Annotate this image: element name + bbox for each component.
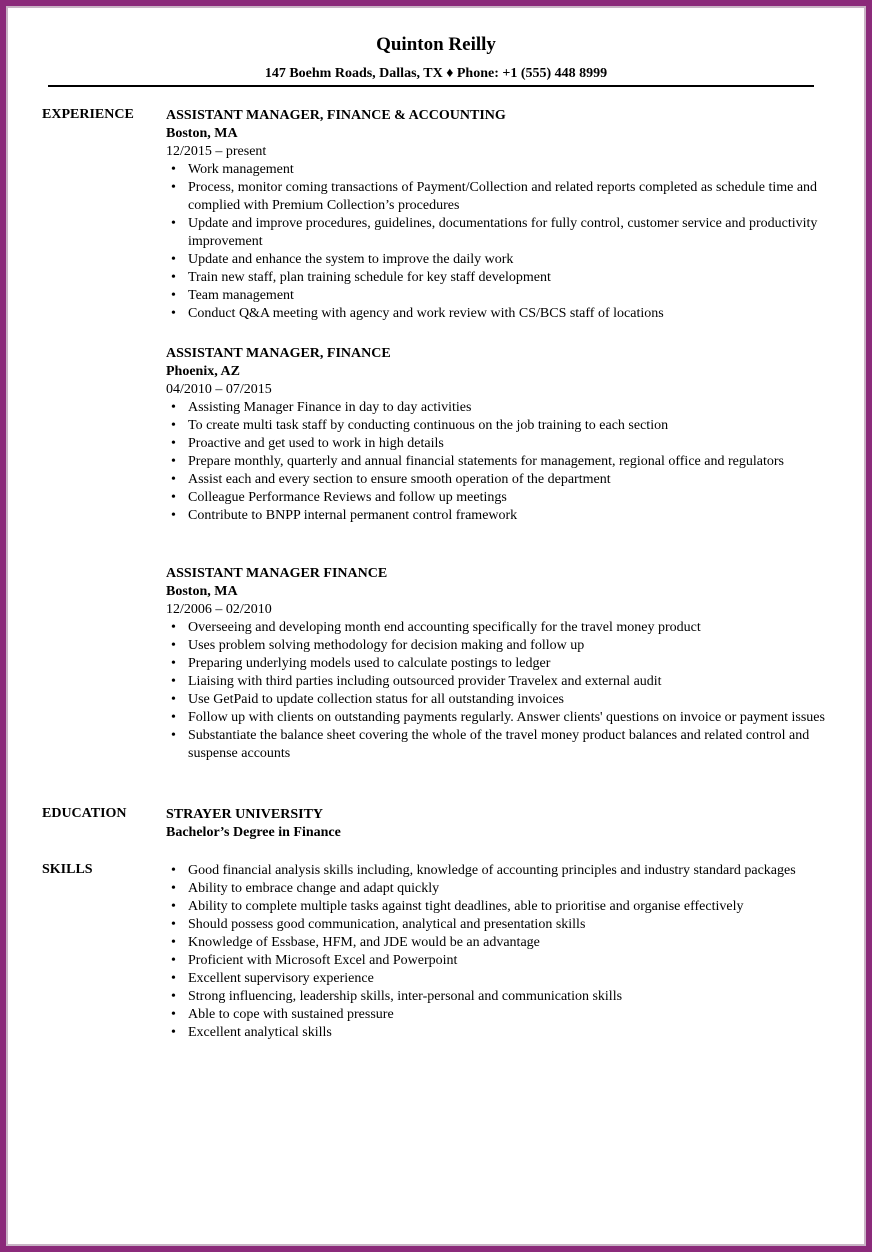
list-item: • Prepare monthly, quarterly and annual financial statements for management, regional office and regulators [188,453,826,471]
job-dates: 12/2006 – 02/2010 [166,602,272,617]
job-location: Boston, MA [166,584,238,599]
degree: Bachelor’s Degree in Finance [166,825,341,840]
job-location: Boston, MA [166,126,238,141]
list-item: • Update and improve procedures, guidelines, documentations for fully control, customer service and productivity improvement [188,215,826,251]
job-entry [166,345,826,525]
list-item: • Good financial analysis skills including, knowledge of accounting principles and industry standard packages [188,862,826,880]
experience-heading: EXPERIENCE [42,107,134,122]
contact-line: 147 Boehm Roads, Dallas, TX ♦ Phone: +1 (555) 448 8999 [264,66,608,81]
skills-entry [166,862,826,1042]
skills-list [166,862,826,1042]
job-dates: 04/2010 – 07/2015 [166,382,272,397]
page-frame [6,6,866,1246]
job-bullets [166,619,826,763]
list-item: • Assist each and every section to ensure smooth operation of the department [188,471,826,489]
list-item: • Proactive and get used to work in high details [188,435,826,453]
list-item: • Knowledge of Essbase, HFM, and JDE would be an advantage [188,934,826,952]
list-item: • Assisting Manager Finance in day to day activities [188,399,826,417]
school-name: STRAYER UNIVERSITY [166,807,324,822]
job-entry [166,107,826,323]
list-item: • Ability to embrace change and adapt quickly [188,880,826,898]
list-item: • To create multi task staff by conducting continuous on the job training to each section [188,417,826,435]
job-bullets [166,399,826,525]
job-location: Phoenix, AZ [166,364,240,379]
skills-heading: SKILLS [42,862,93,877]
list-item: • Overseeing and developing month end accounting specifically for the travel money product [188,619,826,637]
list-item: • Preparing underlying models used to calculate postings to ledger [188,655,826,673]
list-item: • Excellent supervisory experience [188,970,826,988]
job-entry [166,565,826,763]
list-item: • Use GetPaid to update collection status for all outstanding invoices [188,691,826,709]
list-item: • Uses problem solving methodology for decision making and follow up [188,637,826,655]
list-item: • Contribute to BNPP internal permanent control framework [188,507,826,525]
list-item: • Liaising with third parties including outsourced provider Travelex and external audit [188,673,826,691]
job-dates: 12/2015 – present [166,144,267,159]
job-bullets [166,161,826,323]
list-item: • Conduct Q&A meeting with agency and work review with CS/BCS staff of locations [188,305,826,323]
resume-page [8,8,864,1244]
education-entry [166,806,826,842]
list-item: • Able to cope with sustained pressure [188,1006,826,1024]
list-item: • Follow up with clients on outstanding payments regularly. Answer clients' questions on invoice or payment issues [188,709,826,727]
list-item: • Strong influencing, leadership skills, inter-personal and communication skills [188,988,826,1006]
list-item: • Proficient with Microsoft Excel and Powerpoint [188,952,826,970]
list-item: • Should possess good communication, analytical and presentation skills [188,916,826,934]
job-title: ASSISTANT MANAGER FINANCE [166,566,388,581]
list-item: • Substantiate the balance sheet covering the whole of the travel money product balances and related control and suspense accounts [188,727,826,763]
list-item: • Work management [188,161,826,179]
list-item: • Ability to complete multiple tasks against tight deadlines, able to prioritise and organise effectively [188,898,826,916]
job-title: ASSISTANT MANAGER, FINANCE & ACCOUNTING [166,108,506,123]
list-item: • Excellent analytical skills [188,1024,826,1042]
list-item: • Colleague Performance Reviews and follow up meetings [188,489,826,507]
education-heading: EDUCATION [42,806,127,821]
list-item: • Process, monitor coming transactions of Payment/Collection and related reports completed as schedule time and complied with Premium Collection’s procedures [188,179,826,215]
list-item: • Team management [188,287,826,305]
candidate-name: Quinton Reilly [376,34,496,55]
list-item: • Update and enhance the system to improve the daily work [188,251,826,269]
header-divider [48,85,814,87]
job-title: ASSISTANT MANAGER, FINANCE [166,346,391,361]
list-item: • Train new staff, plan training schedule for key staff development [188,269,826,287]
